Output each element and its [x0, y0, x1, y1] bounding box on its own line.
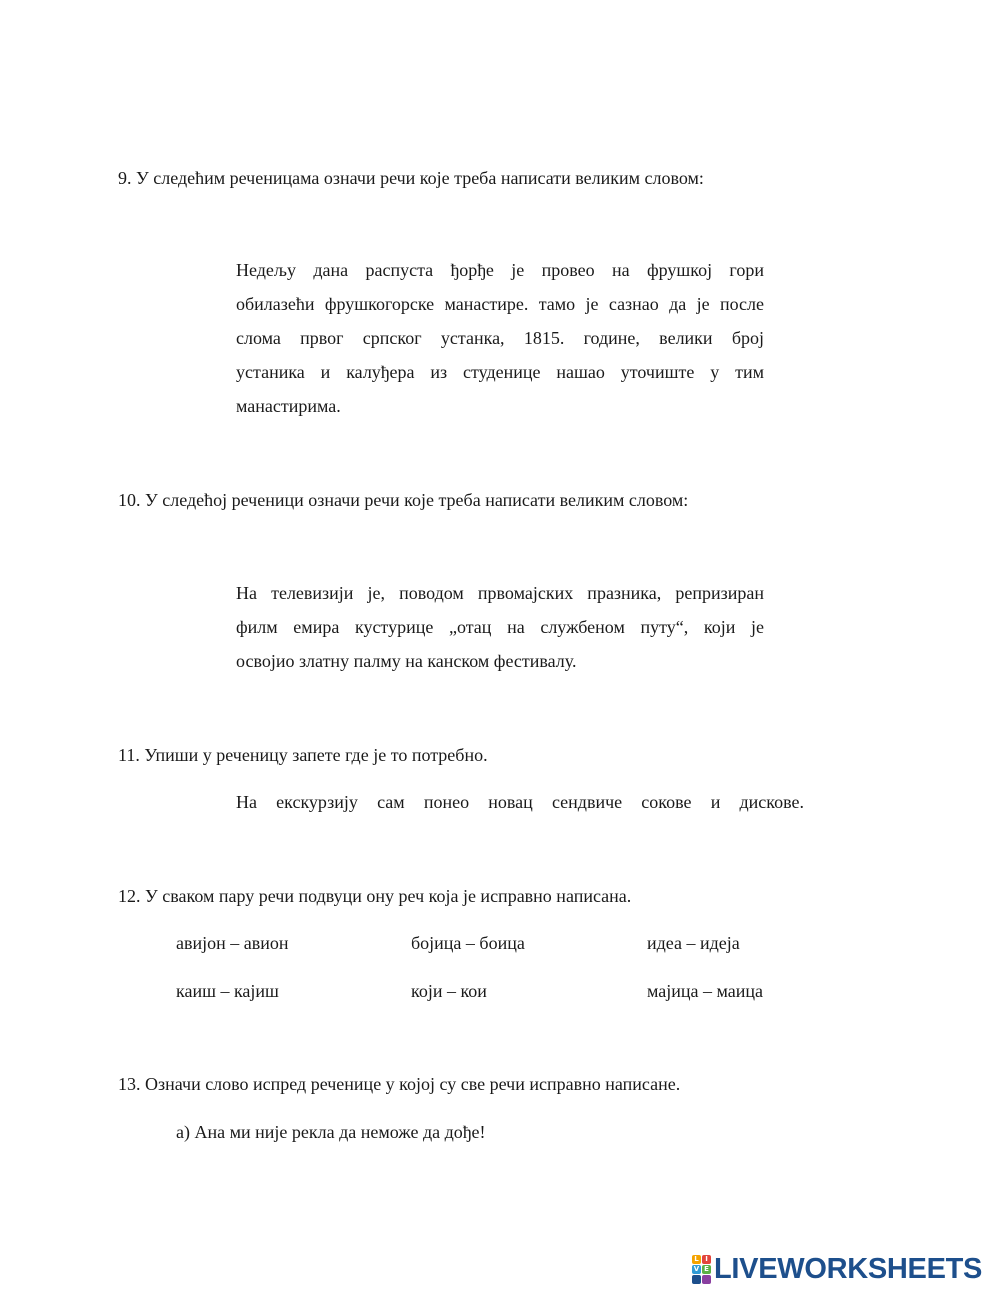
logo-mark-cell: [702, 1275, 711, 1284]
word-pair: авијон – авион: [176, 933, 289, 953]
word-pair: идеа – идеја: [647, 933, 740, 953]
word-pair: каиш – кајиш: [176, 981, 279, 1001]
question-9-paragraph: [236, 253, 764, 423]
logo-mark-cell: E: [702, 1265, 711, 1274]
logo-mark-cell: L: [692, 1255, 701, 1264]
question-11-sentence: На екскурзију сам понео новац сендвиче сокове и дискове.: [236, 792, 804, 812]
paragraph-line: манастирима.: [236, 396, 341, 416]
paragraph-line: освојио златну палму на канском фестивалу.: [236, 651, 577, 671]
question-9-title: 9. У следећим реченицама означи речи које треба написати великим словом:: [118, 168, 704, 188]
paragraph-line: устаника и калуђера из студенице нашао уточиште у тим: [236, 362, 764, 382]
logo-mark-cell: [692, 1275, 701, 1284]
word-pair: који – кои: [411, 981, 487, 1001]
logo-mark-cell: V: [693, 1264, 700, 1273]
logo-mark-cell: I: [702, 1255, 711, 1264]
logo-text: LIVEWORKSHEETS: [714, 1253, 983, 1285]
question-12-title: 12. У сваком пару речи подвуци ону реч која је исправно написана.: [118, 886, 632, 906]
liveworksheets-logo: [692, 1254, 982, 1284]
paragraph-line: Недељу дана распуста ђорђе је провео на фрушкој гори: [236, 260, 764, 280]
word-pair: мајица – маица: [647, 981, 764, 1001]
question-10-title: 10. У следећој реченици означи речи које треба написати великим словом:: [118, 490, 689, 510]
paragraph-line: обилазећи фрушкогорске манастире. тамо је сазнао да је после: [236, 294, 764, 314]
paragraph-line: слома првог српског устанка, 1815. године, велики број: [236, 328, 764, 348]
question-10-paragraph: [236, 576, 764, 678]
question-11-title: 11. Упиши у реченицу запете где је то потребно.: [118, 745, 488, 765]
paragraph-line: На телевизији је, поводом првомајских празника, репризиран: [236, 583, 764, 603]
question-13-title: 13. Означи слово испред реченице у којој су све речи исправно написане.: [118, 1074, 681, 1094]
word-pair: бојица – боица: [411, 933, 525, 953]
answer-option-a: а) Ана ми није рекла да неможе да дође!: [176, 1122, 486, 1142]
logo-mark-icon: [692, 1255, 711, 1284]
paragraph-line: филм емира кустурице „отац на службеном путу“, који је: [236, 617, 764, 637]
